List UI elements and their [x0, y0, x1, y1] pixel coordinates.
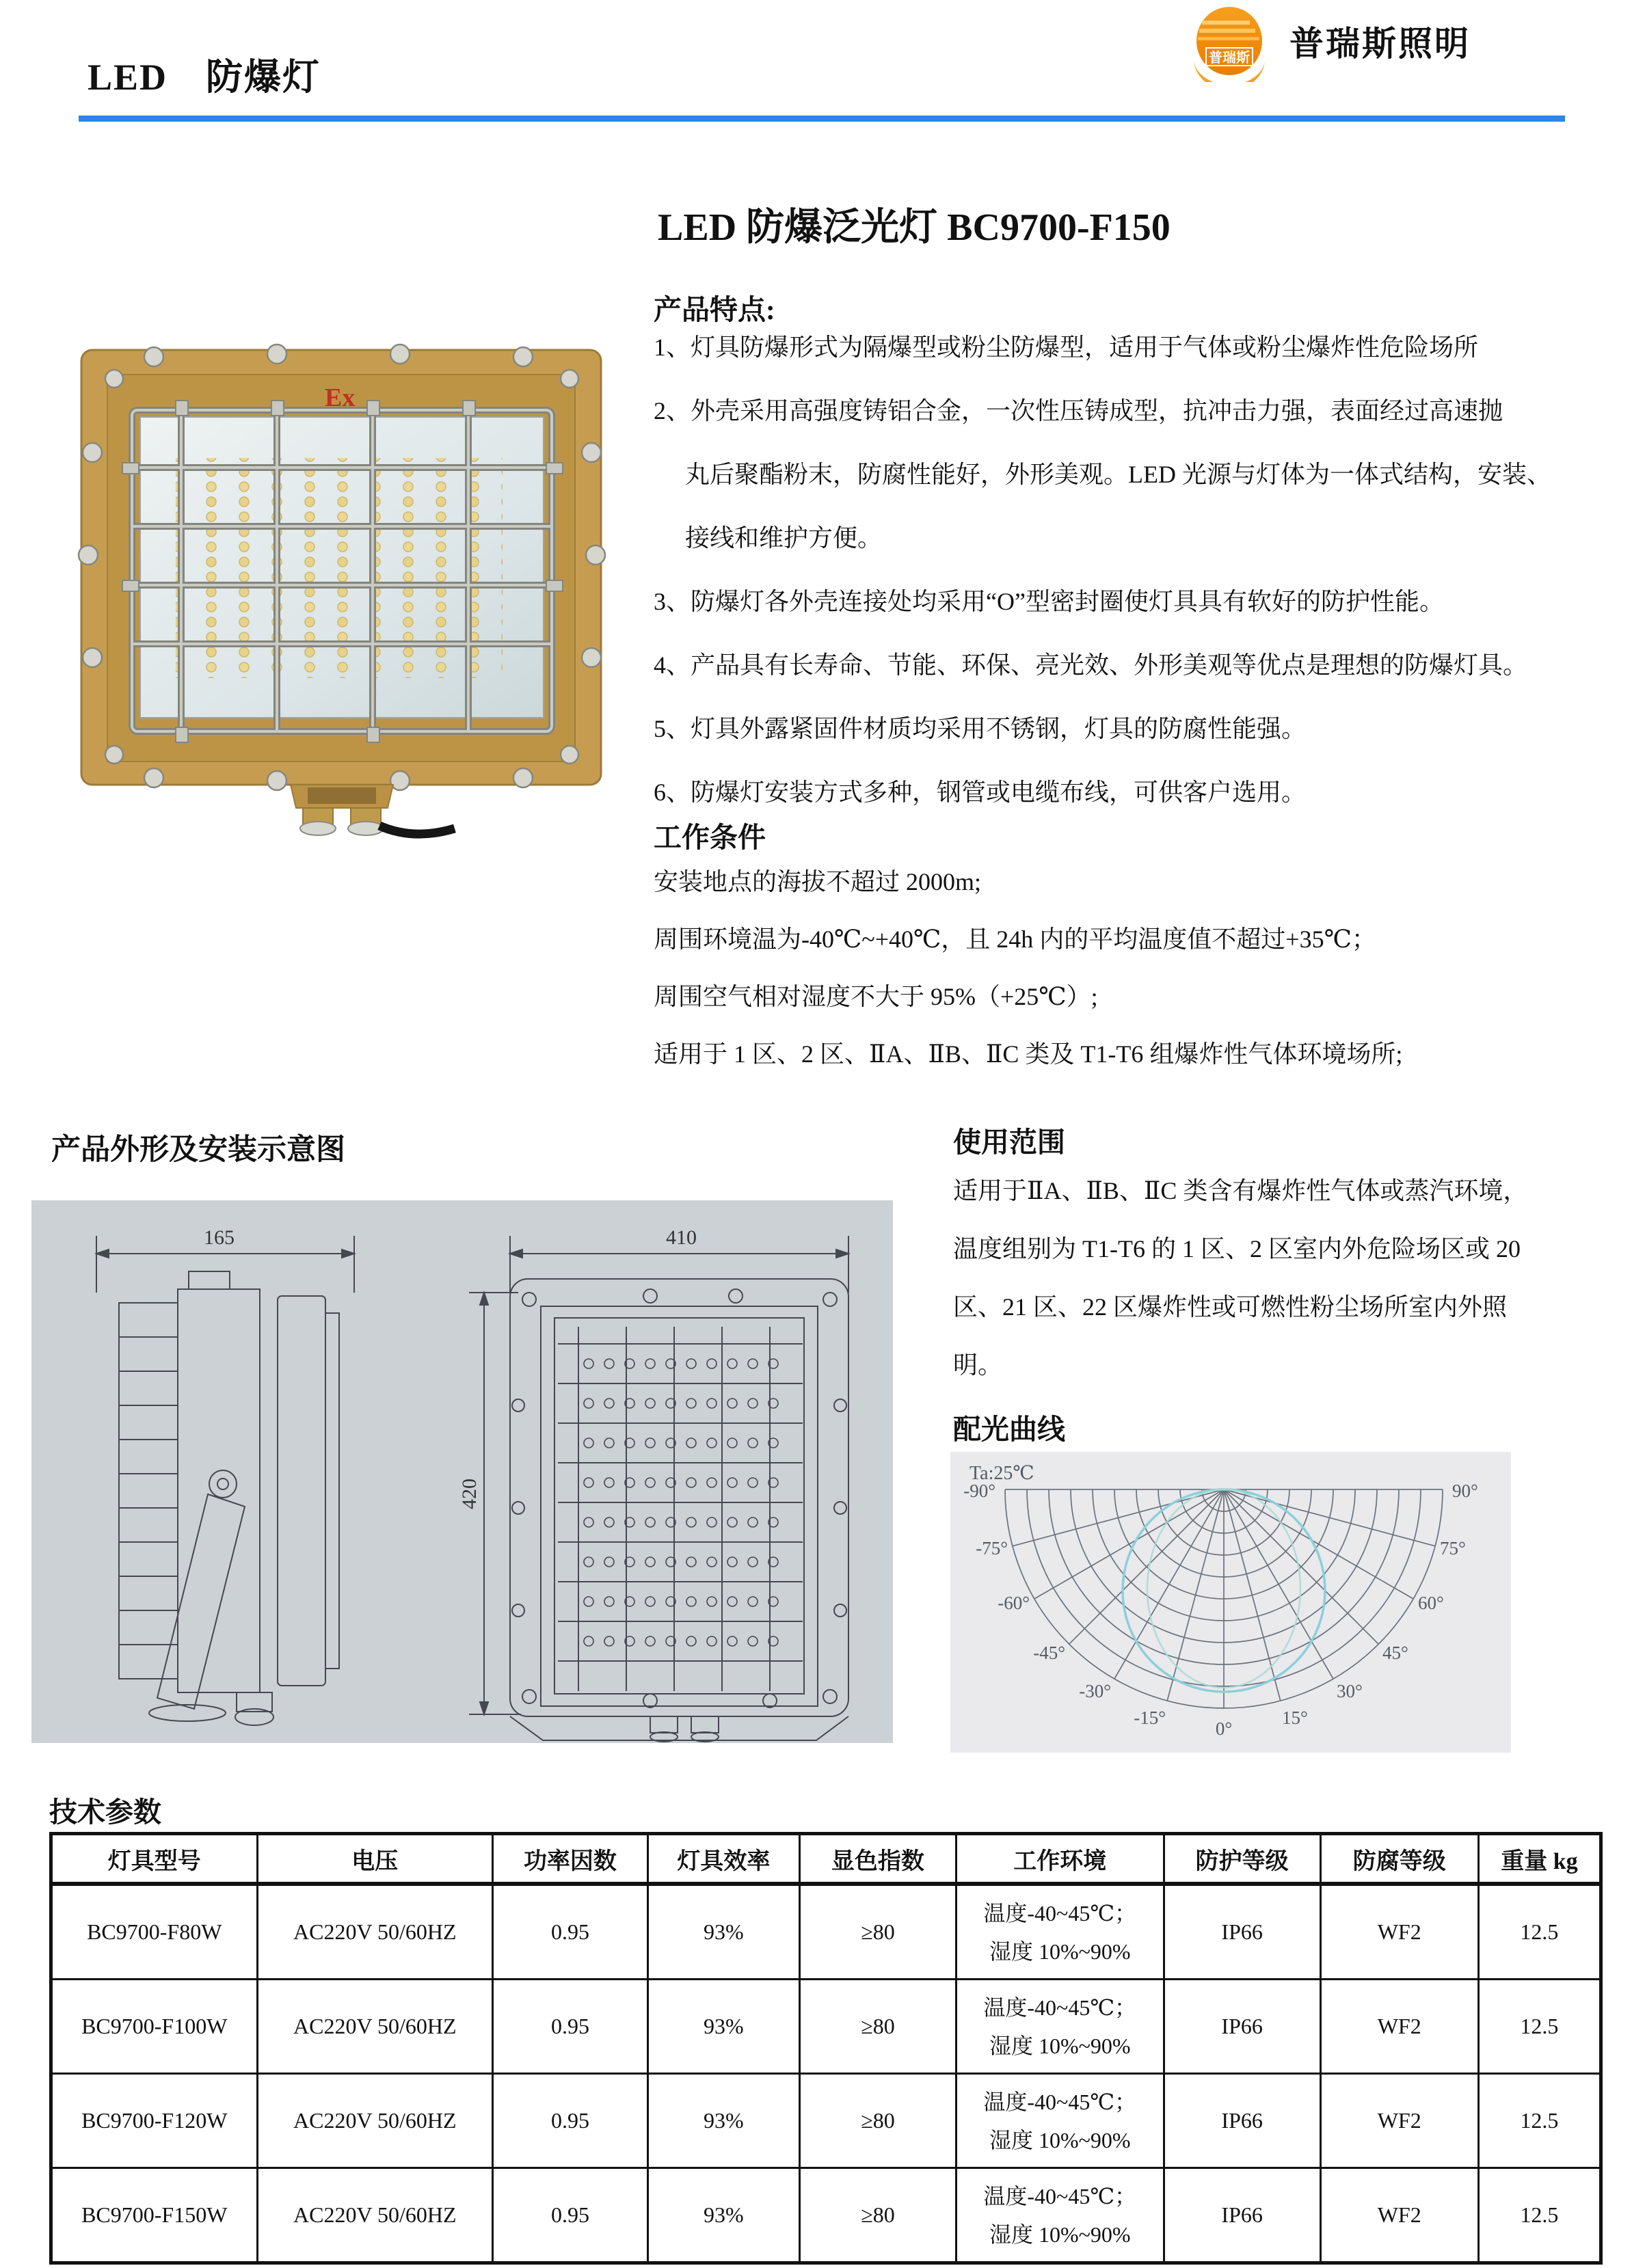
- cell-weight: 12.5: [1478, 2074, 1601, 2168]
- cell-eff: 93%: [647, 1980, 799, 2074]
- cell-weight: 12.5: [1478, 1980, 1601, 2074]
- company-name: 普瑞斯照明: [1289, 25, 1471, 63]
- cell-ip: IP66: [1164, 1980, 1320, 2074]
- cell-ip: IP66: [1164, 2074, 1320, 2168]
- dim-420: 420: [458, 1479, 481, 1509]
- cell-pf: 0.95: [493, 2168, 648, 2263]
- cell-pf: 0.95: [493, 1980, 648, 2074]
- doc-title: LED 防爆灯: [88, 57, 321, 98]
- env-humidity: 湿度 10%~90%: [989, 2127, 1131, 2152]
- usage-line: 区、21 区、22 区爆炸性或可燃性粉尘场所室内外照: [953, 1293, 1508, 1321]
- angle-label: 15°: [1282, 1707, 1308, 1728]
- usage-line: 明。: [953, 1351, 1003, 1379]
- env-humidity: 湿度 10%~90%: [989, 2222, 1131, 2247]
- env-temp: 温度-40~45℃；: [983, 1900, 1137, 1926]
- env-humidity: 湿度 10%~90%: [989, 2033, 1131, 2058]
- working-conditions: [654, 853, 1631, 1083]
- condition-line: 适用于 1 区、2 区、ⅡA、ⅡB、ⅡC 类及 T1-T6 组爆炸性气体环境场所;: [654, 1040, 1403, 1068]
- cell-weight: 12.5: [1478, 2168, 1601, 2263]
- angle-label: -90°: [963, 1481, 995, 1501]
- cell-cri: ≥80: [799, 1884, 956, 1980]
- ex-mark: Ex: [325, 383, 356, 412]
- table-row: [51, 1884, 1601, 1980]
- col-pf: 功率因数: [493, 1834, 648, 1885]
- feature-line: 1、灯具防爆形式为隔爆型或粉尘防爆型，适用于气体或粉尘爆炸性危险场所: [654, 334, 1479, 361]
- cell-cri: ≥80: [799, 2074, 956, 2168]
- cell-env: [956, 1980, 1164, 2074]
- logo-badge-text: 普瑞斯: [1209, 51, 1250, 66]
- feature-line: 3、防爆灯各外壳连接处均采用“O”型密封圈使灯具具有软好的防护性能。: [654, 588, 1444, 615]
- section-working: 工作条件: [654, 822, 766, 853]
- feature-line: 6、防爆灯安装方式多种，钢管或电缆布线，可供客户选用。: [654, 779, 1307, 806]
- angle-label: -75°: [976, 1538, 1008, 1558]
- condition-line: 周围环境温为-40℃~+40℃，且 24h 内的平均温度值不超过+35℃；: [654, 926, 1376, 953]
- cell-wf: WF2: [1320, 1884, 1478, 1980]
- feature-list: [654, 316, 1624, 824]
- spec-table: [49, 1832, 1603, 2265]
- dim-410: 410: [666, 1226, 697, 1249]
- section-usage: 使用范围: [953, 1126, 1065, 1158]
- angle-label: -15°: [1134, 1707, 1166, 1728]
- condition-line: 安装地点的海拔不超过 2000m;: [654, 868, 982, 895]
- col-env: 工作环境: [956, 1834, 1164, 1885]
- polar-grid: [1005, 1489, 1443, 1708]
- cell-ip: IP66: [1164, 1884, 1320, 1980]
- logo-egg-icon: [1181, 5, 1277, 82]
- col-ip: 防护等级: [1164, 1834, 1320, 1885]
- dimension-drawing: [31, 1200, 893, 1743]
- photometric-chart: [950, 1452, 1511, 1753]
- env-temp: 温度-40~45℃；: [983, 2089, 1137, 2114]
- cell-voltage: AC220V 50/60HZ: [257, 2168, 493, 2263]
- col-cri: 显色指数: [799, 1834, 956, 1885]
- cell-eff: 93%: [647, 1884, 799, 1980]
- angle-label: 90°: [1452, 1481, 1478, 1501]
- feature-line: 接线和维护方便。: [685, 524, 883, 552]
- chart-temp-label: Ta:25℃: [969, 1463, 1034, 1484]
- cell-pf: 0.95: [493, 2074, 648, 2168]
- cell-ip: IP66: [1164, 2168, 1320, 2263]
- cell-model: BC9700-F150W: [51, 2168, 258, 2263]
- cell-cri: ≥80: [799, 2168, 956, 2263]
- cell-weight: 12.5: [1478, 1884, 1601, 1980]
- angle-label: -45°: [1033, 1643, 1065, 1663]
- table-header-row: [51, 1834, 1601, 1885]
- power-cable: [379, 826, 455, 834]
- cell-voltage: AC220V 50/60HZ: [257, 2074, 493, 2168]
- section-features: 产品特点:: [654, 294, 775, 325]
- cell-model: BC9700-F120W: [51, 2074, 258, 2168]
- product-title: LED 防爆泛光灯 BC9700-F150: [658, 206, 1171, 249]
- header-rule: [79, 116, 1565, 122]
- table-row: [51, 2074, 1601, 2168]
- cell-wf: WF2: [1320, 1980, 1478, 2074]
- col-weight: 重量 kg: [1478, 1834, 1601, 1885]
- section-photometric: 配光曲线: [953, 1414, 1065, 1445]
- col-voltage: 电压: [257, 1834, 493, 1885]
- col-model: 灯具型号: [51, 1834, 258, 1885]
- feature-line: 5、灯具外露紧固件材质均采用不锈钢，灯具的防腐性能强。: [654, 715, 1307, 742]
- usage-line: 温度组别为 T1-T6 的 1 区、2 区室内外危险场区或 20: [953, 1235, 1521, 1263]
- cell-voltage: AC220V 50/60HZ: [257, 1884, 493, 1980]
- cable-glands: [291, 785, 455, 835]
- product-photo: [72, 329, 613, 841]
- dimension-drawing-svg: [31, 1200, 893, 1743]
- cell-model: BC9700-F100W: [51, 1980, 258, 2074]
- photometric-chart-svg: [950, 1452, 1511, 1753]
- usage-line: 适用于ⅡA、ⅡB、ⅡC 类含有爆炸性气体或蒸汽环境，: [953, 1177, 1528, 1204]
- feature-line: 丸后聚酯粉末，防腐性能好，外形美观。LED 光源与灯体为一体式结构，安装、: [685, 461, 1551, 488]
- cell-pf: 0.95: [493, 1884, 648, 1980]
- floodlight-photo-illustration: [72, 329, 613, 841]
- feature-line: 2、外壳采用高强度铸铝合金，一次性压铸成型，抗冲击力强，表面经过高速抛: [654, 397, 1503, 424]
- env-humidity: 湿度 10%~90%: [989, 1939, 1131, 1964]
- angle-label: 60°: [1418, 1593, 1444, 1613]
- table-row: [51, 1980, 1601, 2074]
- table-row: [51, 2168, 1601, 2263]
- angle-label: -30°: [1079, 1681, 1111, 1701]
- feature-line: 4、产品具有长寿命、节能、环保、亮光效、外形美观等优点是理想的防爆灯具。: [654, 651, 1528, 679]
- cell-env: [956, 1884, 1164, 1980]
- company-logo: [1181, 5, 1277, 82]
- usage-range: [953, 1162, 1630, 1394]
- angle-label: 30°: [1337, 1681, 1363, 1701]
- angle-label: 75°: [1440, 1538, 1466, 1558]
- dim-165: 165: [204, 1226, 235, 1249]
- section-outline: 产品外形及安装示意图: [51, 1134, 345, 1166]
- cell-model: BC9700-F80W: [51, 1884, 258, 1980]
- section-specs: 技术参数: [49, 1796, 161, 1828]
- condition-line: 周围空气相对湿度不大于 95%（+25℃）;: [654, 983, 1098, 1010]
- cell-voltage: AC220V 50/60HZ: [257, 1980, 493, 2074]
- cell-eff: 93%: [647, 2168, 799, 2263]
- col-wf: 防腐等级: [1320, 1834, 1478, 1885]
- cell-env: [956, 2074, 1164, 2168]
- cell-cri: ≥80: [799, 1980, 956, 2074]
- cell-wf: WF2: [1320, 2168, 1478, 2263]
- cell-env: [956, 2168, 1164, 2263]
- cell-wf: WF2: [1320, 2074, 1478, 2168]
- env-temp: 温度-40~45℃；: [983, 2183, 1137, 2209]
- angle-label: 0°: [1215, 1718, 1233, 1739]
- env-temp: 温度-40~45℃；: [983, 1995, 1137, 2020]
- col-eff: 灯具效率: [647, 1834, 799, 1885]
- cell-eff: 93%: [647, 2074, 799, 2168]
- angle-label: 45°: [1382, 1643, 1408, 1663]
- angle-label: -60°: [998, 1593, 1030, 1613]
